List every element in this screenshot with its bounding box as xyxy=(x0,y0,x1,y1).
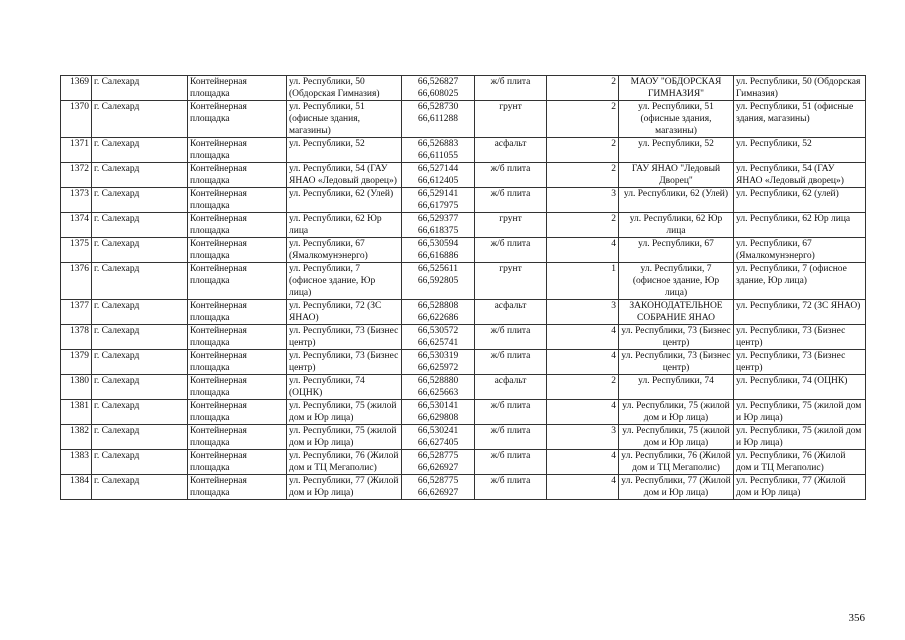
owner-cell: ул. Республики, 75 (жилой дом и Юр лица) xyxy=(619,400,734,425)
owner-cell: МАОУ "ОБДОРСКАЯ ГИМНАЗИЯ" xyxy=(619,76,734,101)
table-row xyxy=(61,263,866,300)
owner-cell: ГАУ ЯНАО "Ледовый Дворец" xyxy=(619,163,734,188)
container-count-cell: 2 xyxy=(547,76,619,101)
container-count-cell: 4 xyxy=(547,325,619,350)
surface-cell: грунт xyxy=(475,101,547,138)
table-row xyxy=(61,325,866,350)
city-cell: г. Салехард xyxy=(92,375,188,400)
table-row xyxy=(61,375,866,400)
table-row xyxy=(61,350,866,375)
table-row xyxy=(61,163,866,188)
container-count-cell: 4 xyxy=(547,475,619,500)
city-cell: г. Салехард xyxy=(92,475,188,500)
city-cell: г. Салехард xyxy=(92,188,188,213)
site-type-cell: Контейнерная площадка xyxy=(188,425,287,450)
owner-cell: ул. Республики, 73 (Бизнес центр) xyxy=(619,325,734,350)
city-cell: г. Салехард xyxy=(92,138,188,163)
site-type-cell: Контейнерная площадка xyxy=(188,325,287,350)
owner-cell: ул. Республики, 74 xyxy=(619,375,734,400)
surface-cell: ж/б плита xyxy=(475,350,547,375)
container-count-cell: 2 xyxy=(547,163,619,188)
owner-cell: ул. Республики, 77 (Жилой дом и Юр лица) xyxy=(619,475,734,500)
site-type-cell: Контейнерная площадка xyxy=(188,213,287,238)
city-cell: г. Салехард xyxy=(92,450,188,475)
container-count-cell: 2 xyxy=(547,375,619,400)
site-type-cell: Контейнерная площадка xyxy=(188,76,287,101)
coordinates-cell: 66,530594 66,616886 xyxy=(402,238,475,263)
source-cell: ул. Республики, 62 Юр лица xyxy=(734,213,866,238)
coordinates-cell: 66,530319 66,625972 xyxy=(402,350,475,375)
table-row xyxy=(61,238,866,263)
surface-cell: ж/б плита xyxy=(475,450,547,475)
source-cell: ул. Республики, 77 (Жилой дом и Юр лица) xyxy=(734,475,866,500)
row-number: 1381 xyxy=(61,400,92,425)
address-cell: ул. Республики, 73 (Бизнес центр) xyxy=(287,350,402,375)
owner-cell: ЗАКОНОДАТЕЛЬНОЕ СОБРАНИЕ ЯНАО xyxy=(619,300,734,325)
address-cell: ул. Республики, 51 (офисные здания, магазины) xyxy=(287,101,402,138)
table-row xyxy=(61,425,866,450)
address-cell: ул. Республики, 76 (Жилой дом и ТЦ Мегаполис) xyxy=(287,450,402,475)
container-count-cell: 4 xyxy=(547,350,619,375)
row-number: 1384 xyxy=(61,475,92,500)
row-number: 1379 xyxy=(61,350,92,375)
site-type-cell: Контейнерная площадка xyxy=(188,375,287,400)
row-number: 1380 xyxy=(61,375,92,400)
owner-cell: ул. Республики, 7 (офисное здание, Юр лица) xyxy=(619,263,734,300)
surface-cell: ж/б плита xyxy=(475,475,547,500)
source-cell: ул. Республики, 54 (ГАУ ЯНАО «Ледовый дворец») xyxy=(734,163,866,188)
site-type-cell: Контейнерная площадка xyxy=(188,188,287,213)
site-type-cell: Контейнерная площадка xyxy=(188,350,287,375)
source-cell: ул. Республики, 73 (Бизнес центр) xyxy=(734,350,866,375)
container-count-cell: 3 xyxy=(547,425,619,450)
city-cell: г. Салехард xyxy=(92,350,188,375)
coordinates-cell: 66,530241 66,627405 xyxy=(402,425,475,450)
surface-cell: асфальт xyxy=(475,375,547,400)
address-cell: ул. Республики, 7 (офисное здание, Юр лица) xyxy=(287,263,402,300)
source-cell: ул. Республики, 73 (Бизнес центр) xyxy=(734,325,866,350)
surface-cell: ж/б плита xyxy=(475,76,547,101)
city-cell: г. Салехард xyxy=(92,101,188,138)
table-row xyxy=(61,76,866,101)
surface-cell: грунт xyxy=(475,213,547,238)
city-cell: г. Салехард xyxy=(92,425,188,450)
container-count-cell: 2 xyxy=(547,138,619,163)
surface-cell: асфальт xyxy=(475,300,547,325)
address-cell: ул. Республики, 62 (Улей) xyxy=(287,188,402,213)
row-number: 1369 xyxy=(61,76,92,101)
site-type-cell: Контейнерная площадка xyxy=(188,101,287,138)
city-cell: г. Салехард xyxy=(92,300,188,325)
city-cell: г. Салехард xyxy=(92,163,188,188)
surface-cell: грунт xyxy=(475,263,547,300)
table-row xyxy=(61,188,866,213)
site-type-cell: Контейнерная площадка xyxy=(188,238,287,263)
address-cell: ул. Республики, 62 Юр лица xyxy=(287,213,402,238)
city-cell: г. Салехард xyxy=(92,325,188,350)
row-number: 1375 xyxy=(61,238,92,263)
container-count-cell: 3 xyxy=(547,300,619,325)
source-cell: ул. Республики, 75 (жилой дом и Юр лица) xyxy=(734,425,866,450)
row-number: 1374 xyxy=(61,213,92,238)
city-cell: г. Салехард xyxy=(92,238,188,263)
surface-cell: ж/б плита xyxy=(475,425,547,450)
coordinates-cell: 66,528808 66,622686 xyxy=(402,300,475,325)
owner-cell: ул. Республики, 73 (Бизнес центр) xyxy=(619,350,734,375)
container-count-cell: 4 xyxy=(547,400,619,425)
coordinates-cell: 66,529141 66,617975 xyxy=(402,188,475,213)
source-cell: ул. Республики, 50 (Обдорская Гимназия) xyxy=(734,76,866,101)
coordinates-cell: 66,528880 66,625663 xyxy=(402,375,475,400)
source-cell: ул. Республики, 72 (ЗС ЯНАО) xyxy=(734,300,866,325)
owner-cell: ул. Республики, 62 Юр лица xyxy=(619,213,734,238)
city-cell: г. Салехард xyxy=(92,213,188,238)
row-number: 1383 xyxy=(61,450,92,475)
coordinates-cell: 66,528775 66,626927 xyxy=(402,450,475,475)
row-number: 1371 xyxy=(61,138,92,163)
row-number: 1377 xyxy=(61,300,92,325)
site-type-cell: Контейнерная площадка xyxy=(188,138,287,163)
coordinates-cell: 66,528730 66,611288 xyxy=(402,101,475,138)
address-cell: ул. Республики, 74 (ОЦНК) xyxy=(287,375,402,400)
source-cell: ул. Республики, 75 (жилой дом и Юр лица) xyxy=(734,400,866,425)
source-cell: ул. Республики, 76 (Жилой дом и ТЦ Мегаполис) xyxy=(734,450,866,475)
owner-cell: ул. Республики, 75 (жилой дом и Юр лица) xyxy=(619,425,734,450)
address-cell: ул. Республики, 77 (Жилой дом и Юр лица) xyxy=(287,475,402,500)
source-cell: ул. Республики, 7 (офисное здание, Юр лица) xyxy=(734,263,866,300)
owner-cell: ул. Республики, 76 (Жилой дом и ТЦ Мегаполис) xyxy=(619,450,734,475)
address-cell: ул. Республики, 67 (Ямалкомунэнерго) xyxy=(287,238,402,263)
address-cell: ул. Республики, 52 xyxy=(287,138,402,163)
row-number: 1382 xyxy=(61,425,92,450)
surface-cell: ж/б плита xyxy=(475,400,547,425)
coordinates-cell: 66,528775 66,626927 xyxy=(402,475,475,500)
container-count-cell: 4 xyxy=(547,450,619,475)
table-row xyxy=(61,101,866,138)
source-cell: ул. Республики, 62 (улей) xyxy=(734,188,866,213)
coordinates-cell: 66,530141 66,629808 xyxy=(402,400,475,425)
table-row xyxy=(61,475,866,500)
address-cell: ул. Республики, 73 (Бизнес центр) xyxy=(287,325,402,350)
page-number: 356 xyxy=(848,612,865,624)
owner-cell: ул. Республики, 67 xyxy=(619,238,734,263)
coordinates-cell: 66,527144 66,612405 xyxy=(402,163,475,188)
site-type-cell: Контейнерная площадка xyxy=(188,400,287,425)
row-number: 1376 xyxy=(61,263,92,300)
address-cell: ул. Республики, 75 (жилой дом и Юр лица) xyxy=(287,400,402,425)
coordinates-cell: 66,525611 66,592805 xyxy=(402,263,475,300)
owner-cell: ул. Республики, 51 (офисные здания, магазины) xyxy=(619,101,734,138)
surface-cell: ж/б плита xyxy=(475,325,547,350)
city-cell: г. Салехард xyxy=(92,400,188,425)
coordinates-cell: 66,530572 66,625741 xyxy=(402,325,475,350)
source-cell: ул. Республики, 67 (Ямалкомунэнерго) xyxy=(734,238,866,263)
site-type-cell: Контейнерная площадка xyxy=(188,163,287,188)
surface-cell: ж/б плита xyxy=(475,238,547,263)
site-type-cell: Контейнерная площадка xyxy=(188,475,287,500)
source-cell: ул. Республики, 52 xyxy=(734,138,866,163)
table-row xyxy=(61,300,866,325)
table-row xyxy=(61,138,866,163)
surface-cell: асфальт xyxy=(475,138,547,163)
container-count-cell: 2 xyxy=(547,101,619,138)
container-sites-table xyxy=(60,75,866,500)
source-cell: ул. Республики, 51 (офисные здания, магазины) xyxy=(734,101,866,138)
surface-cell: ж/б плита xyxy=(475,188,547,213)
table-row xyxy=(61,400,866,425)
container-count-cell: 1 xyxy=(547,263,619,300)
address-cell: ул. Республики, 75 (жилой дом и Юр лица) xyxy=(287,425,402,450)
address-cell: ул. Республики, 72 (ЗС ЯНАО) xyxy=(287,300,402,325)
surface-cell: ж/б плита xyxy=(475,163,547,188)
owner-cell: ул. Республики, 52 xyxy=(619,138,734,163)
source-cell: ул. Республики, 74 (ОЦНК) xyxy=(734,375,866,400)
row-number: 1370 xyxy=(61,101,92,138)
container-count-cell: 4 xyxy=(547,238,619,263)
coordinates-cell: 66,526883 66,611055 xyxy=(402,138,475,163)
table-row xyxy=(61,450,866,475)
coordinates-cell: 66,526827 66,608025 xyxy=(402,76,475,101)
container-count-cell: 3 xyxy=(547,188,619,213)
table-row xyxy=(61,213,866,238)
site-type-cell: Контейнерная площадка xyxy=(188,450,287,475)
container-count-cell: 2 xyxy=(547,213,619,238)
site-type-cell: Контейнерная площадка xyxy=(188,263,287,300)
row-number: 1378 xyxy=(61,325,92,350)
site-type-cell: Контейнерная площадка xyxy=(188,300,287,325)
address-cell: ул. Республики, 54 (ГАУ ЯНАО «Ледовый дворец») xyxy=(287,163,402,188)
table-body xyxy=(61,76,866,500)
city-cell: г. Салехард xyxy=(92,263,188,300)
coordinates-cell: 66,529377 66,618375 xyxy=(402,213,475,238)
city-cell: г. Салехард xyxy=(92,76,188,101)
owner-cell: ул. Республики, 62 (Улей) xyxy=(619,188,734,213)
address-cell: ул. Республики, 50 (Обдорская Гимназия) xyxy=(287,76,402,101)
row-number: 1373 xyxy=(61,188,92,213)
row-number: 1372 xyxy=(61,163,92,188)
